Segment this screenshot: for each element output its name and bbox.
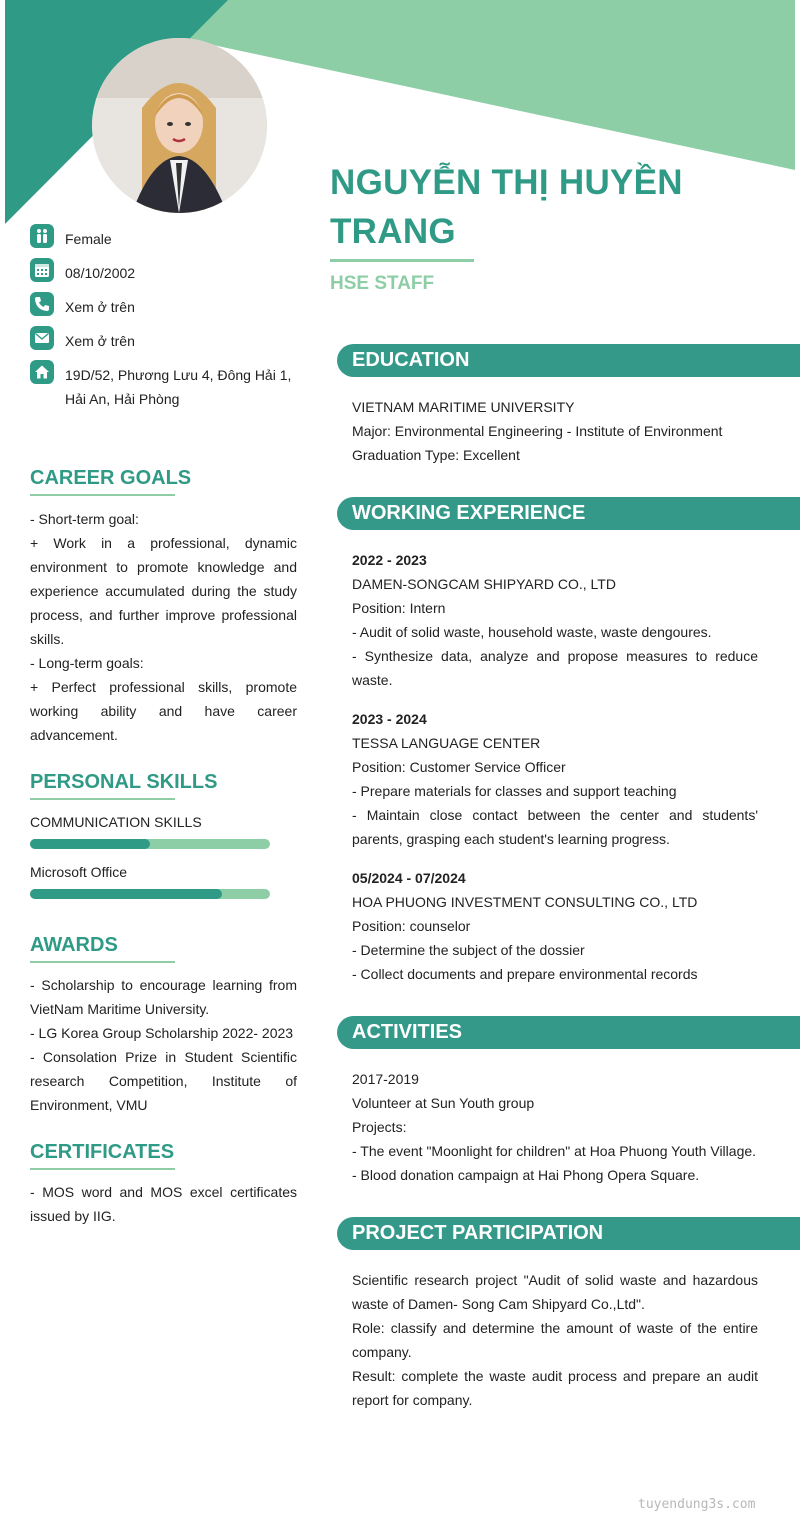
personal-skills-title: PERSONAL SKILLS	[30, 771, 218, 793]
skill-label: Microsoft Office	[30, 864, 127, 880]
job-detail: - Maintain close contact between the center and students' parents, grasping each student's learning progress.	[352, 807, 758, 847]
award-line: - Consolation Prize in Student Scientific research Competition, Institute of Environment, VMU	[30, 1049, 297, 1113]
education-line: Major: Environmental Engineering - Institute of Environment	[352, 423, 723, 439]
experience-job	[352, 866, 758, 986]
job-position: Position: counselor	[352, 918, 471, 934]
project-line: Scientific research project "Audit of solid waste and hazardous waste of Damen- Song Cam Shipyard Co.,Ltd".	[352, 1272, 758, 1312]
certificates-divider	[30, 1168, 175, 1170]
award-line: - Scholarship to encourage learning from VietNam Maritime University.	[30, 977, 297, 1017]
activities-title: ACTIVITIES	[352, 1021, 463, 1043]
experience-job	[352, 548, 758, 692]
job-position: Position: Customer Service Officer	[352, 759, 566, 775]
career-goals-divider	[30, 494, 175, 496]
career-goal-line: - Long-term goals:	[30, 655, 144, 671]
experience-title: WORKING EXPERIENCE	[352, 502, 586, 524]
name-divider	[330, 259, 474, 262]
phone-text: Xem ở trên	[65, 299, 135, 315]
project-line: Result: complete the waste audit process and prepare an audit report for company.	[352, 1368, 758, 1408]
skill-bar-fill	[30, 839, 150, 849]
education-text	[352, 395, 758, 467]
skill-label: COMMUNICATION SKILLS	[30, 814, 202, 830]
career-goal-line: + Perfect professional skills, promote working ability and have career advancement.	[30, 679, 297, 743]
phone-icon	[30, 292, 54, 316]
email-icon	[30, 326, 54, 350]
skill-bar-fill	[30, 889, 222, 899]
projects-header	[337, 1217, 800, 1250]
awards-title: AWARDS	[30, 934, 118, 956]
job-company: HOA PHUONG INVESTMENT CONSULTING CO., LTD	[352, 894, 698, 910]
career-goals-title: CAREER GOALS	[30, 467, 192, 489]
award-line: - LG Korea Group Scholarship 2022- 2023	[30, 1025, 294, 1041]
certificate-line: - MOS word and MOS excel certificates issued by IIG.	[30, 1184, 297, 1224]
project-line: Role: classify and determine the amount of waste of the entire company.	[352, 1320, 758, 1360]
activity-line: - Blood donation campaign at Hai Phong Opera Square.	[352, 1167, 700, 1183]
certificates-text	[30, 1180, 297, 1228]
address-text: 19D/52, Phương Lưu 4, Đông Hải 1, Hải An, Hải Phòng	[65, 367, 292, 407]
job-detail: - Prepare materials for classes and support teaching	[352, 783, 677, 799]
job-title: HSE STAFF	[330, 273, 435, 294]
career-goal-line: + Work in a professional, dynamic environment to promote knowledge and experience accumulated during the study process, and further improve professional skills.	[30, 535, 297, 647]
email-text: Xem ở trên	[65, 333, 135, 349]
job-detail: - Determine the subject of the dossier	[352, 942, 585, 958]
job-period: 2022 - 2023	[352, 552, 427, 568]
education-line: VIETNAM MARITIME UNIVERSITY	[352, 399, 575, 415]
career-goal-line: - Short-term goal:	[30, 511, 139, 527]
experience-header	[337, 497, 800, 530]
activity-line: Volunteer at Sun Youth group	[352, 1095, 535, 1111]
projects-title: PROJECT PARTICIPATION	[352, 1222, 604, 1244]
calendar-icon	[30, 258, 54, 282]
gender-text: Female	[65, 231, 112, 247]
education-title: EDUCATION	[352, 349, 470, 371]
experience-job	[352, 707, 758, 851]
personal-skills-divider	[30, 798, 175, 800]
skill-bar	[30, 839, 270, 849]
job-period: 05/2024 - 07/2024	[352, 870, 466, 886]
education-line: Graduation Type: Excellent	[352, 447, 520, 463]
job-detail: - Audit of solid waste, household waste, waste dengoures.	[352, 624, 712, 640]
awards-divider	[30, 961, 175, 963]
dob-text: 08/10/2002	[65, 265, 136, 281]
job-company: DAMEN-SONGCAM SHIPYARD CO., LTD	[352, 576, 616, 592]
career-goals-text	[30, 507, 297, 747]
education-header	[337, 344, 800, 377]
watermark: tuyendung3s.com	[638, 1497, 756, 1512]
job-company: TESSA LANGUAGE CENTER	[352, 735, 541, 751]
job-position: Position: Intern	[352, 600, 446, 616]
profile-photo	[92, 38, 267, 213]
activities-text	[352, 1067, 758, 1187]
activities-header	[337, 1016, 800, 1049]
skill-bar	[30, 889, 270, 899]
job-period: 2023 - 2024	[352, 711, 427, 727]
job-detail: - Synthesize data, analyze and propose measures to reduce waste.	[352, 648, 758, 688]
job-detail: - Collect documents and prepare environmental records	[352, 966, 698, 982]
awards-text	[30, 973, 297, 1117]
candidate-name: NGUYỄN THỊ HUYỀN TRANG	[330, 163, 683, 251]
activity-line: Projects:	[352, 1119, 407, 1135]
certificates-title: CERTIFICATES	[30, 1141, 175, 1163]
gender-icon	[30, 224, 54, 248]
activity-line: - The event "Moonlight for children" at Hoa Phuong Youth Village.	[352, 1143, 757, 1159]
home-icon	[30, 360, 54, 384]
projects-text	[352, 1268, 758, 1412]
activity-line: 2017-2019	[352, 1071, 419, 1087]
